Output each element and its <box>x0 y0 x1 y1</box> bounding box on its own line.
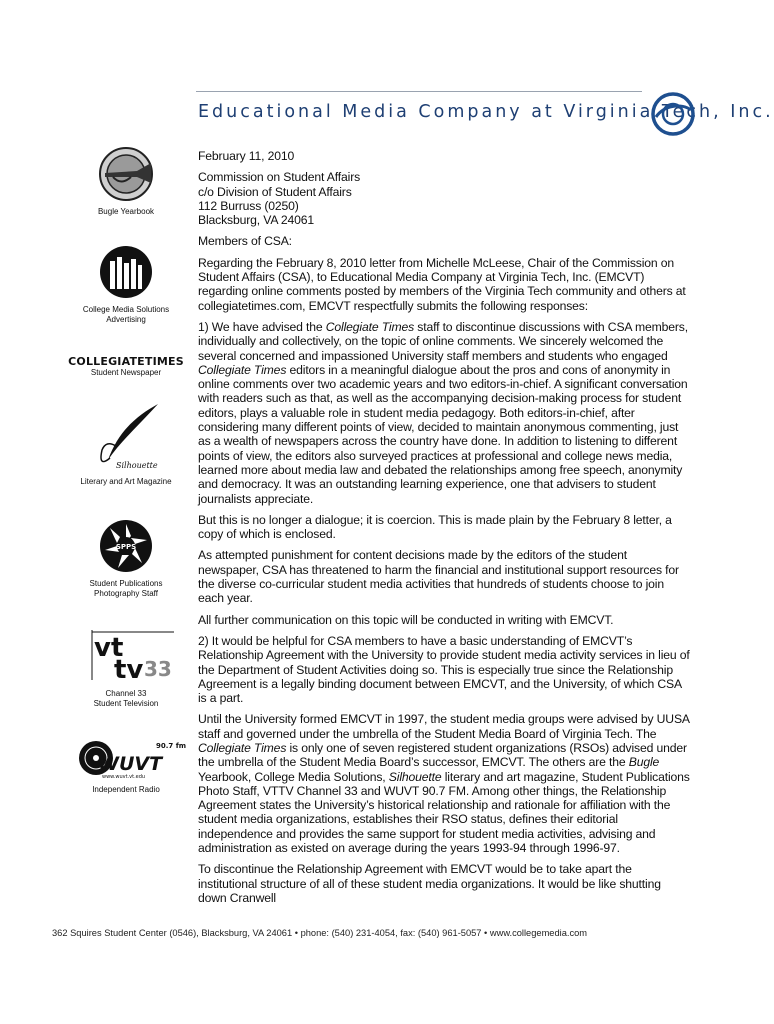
paragraph-2 <box>198 320 690 506</box>
address-line-4: Blacksburg, VA 24061 <box>198 213 315 228</box>
cms-caption-line2: Advertising <box>106 315 146 324</box>
silhouette-caption: Literary and Art Magazine <box>80 477 172 486</box>
collegiate-times-italic: Collegiate Times <box>325 319 415 334</box>
address-line-1: Commission on Student Affairs <box>198 170 361 185</box>
paragraph-6: 2) It would be helpful for CSA members to have a basic understanding of EMCVT’s Relationship Agreement with the University to provide student media activity services in lieu of the Department of Student Activities doing so. This is especially true since the Relationship Agreement is a legally binding document between EMCVT, and the University, of which CSA is a part. <box>198 633 690 706</box>
collegiate-times-italic: Collegiate Times <box>198 740 287 755</box>
spps-caption-line1: Student Publications <box>89 579 163 588</box>
address-line-3: 112 Burruss (0250) <box>198 198 299 213</box>
spps-badge: SPPS <box>115 543 137 551</box>
collegiate-times-block <box>66 355 186 378</box>
company-name: Educational Media Company at Virginia Tech, Inc. <box>198 102 774 122</box>
paragraph-7-text-d: literary and art magazine, Student Publications Photo Staff, VTTV Channel 33 and WUVT 90.7 FM. Among other things, the Relationship Agreement states the University’s historical relationship and rationale for affiliation with the student media organizations, establishes their RSO status, defines their editorial independence and provides the same support for student media activities, advising and administration as existed on average during the years 1993-94 through 1996-97. <box>198 769 690 856</box>
vttv-logo-icon <box>78 628 174 684</box>
paragraph-1: Regarding the February 8, 2010 letter from Michelle McLeese, Chair of the Commission on Student Affairs (CSA), to Educational Media Company at Virginia Tech, Inc. (EMCVT) regarding online comments posted by members of the Virginia Tech community and others at collegiatetimes.com, EMCVT respectfully submits the following responses: <box>198 255 686 313</box>
header-rule <box>196 91 642 92</box>
vttv-block <box>66 628 186 709</box>
paragraph-7-text-c: Yearbook, College Media Solutions, <box>198 769 389 784</box>
paragraph-4: As attempted punishment for content decisions made by the editors of the student newspaper, CSA has threatened to harm the financial and institutional support resources for the diverse co-curricular student media activities that hundreds of students choose to join each year. <box>198 548 679 606</box>
spps-block <box>66 518 186 599</box>
vttv-33: 33 <box>144 657 172 681</box>
spps-caption-line2: Photography Staff <box>94 589 158 598</box>
bugle-caption: Bugle Yearbook <box>97 207 155 216</box>
bugle-italic: Bugle <box>628 755 660 770</box>
cms-caption-line1: College Media Solutions <box>82 305 170 314</box>
collegiate-times-italic: Collegiate Times <box>198 362 287 377</box>
wuvt-frequency: 90.7 fm <box>156 742 187 750</box>
wuvt-wordmark: WUVT <box>98 753 163 775</box>
silhouette-script: Silhouette <box>116 461 158 470</box>
vttv-vt: vt <box>94 633 124 663</box>
vttv-caption-line1: Channel 33 <box>105 689 147 698</box>
footer-contact: 362 Squires Student Center (0546), Blacksburg, VA 24061 • phone: (540) 231-4054, fax: (540) 961-5057 • www.collegemedia.com <box>52 928 588 938</box>
letter-date: February 11, 2010 <box>198 149 295 163</box>
quill-pen-icon <box>86 402 166 472</box>
paragraph-7-text-b: is only one of seven registered student organizations (RSOs) advised under the umbrella of the Student Media Board’s successor, EMCVT. The others are the <box>198 740 687 770</box>
ct-caption: Student Newspaper <box>90 368 162 377</box>
vttv-caption-line2: Student Television <box>93 699 159 708</box>
paragraph-7-text-a: Until the University formed EMCVT in 1997, the student media groups were advised by UUSA staff and governed under the umbrella of the Student Media Board of Virginia Tech. The <box>198 712 690 741</box>
salutation: Members of CSA: <box>198 234 292 249</box>
paragraph-3: But this is no longer a dialogue; it is coercion. This is made plain by the February 8 letter, a copy of which is enclosed. <box>198 512 672 542</box>
bugle-yearbook-block <box>66 146 186 217</box>
paragraph-2-text-c: editors in a meaningful dialogue about the pros and cons of anonymity in online comments over two academic years and two editors-in-chief. A significant conversation with readers such as that, as well as the accompanying decision-making process for student editors, plays a valuable role in student media pedagogy. Both editors-in-chief, after considering many different points of view, decided to maintain anonymous commenting, just as a wealth of newspapers across the country have done. In addition to listening to different points of view, the editors also surveyed practices at professional and college news media, learned more about media law and debated the relationships among free speech, anonymity and democracy. It was an outstanding learning experience, one that advisers to student journalists appreciate. <box>198 362 688 506</box>
paragraph-2-text-b: staff to discontinue discussions with CSA members, individually and collectively, on the topic of online comments. We sincerely welcomed the several concerned and impassioned University staff members and students who engaged <box>198 319 688 363</box>
paragraph-7 <box>198 712 690 855</box>
paragraph-8: To discontinue the Relationship Agreement with EMCVT would be to take apart the institutional structure of all of these student media organizations. It would be like shutting down Cranwell <box>198 862 661 905</box>
wuvt-caption: Independent Radio <box>92 785 160 794</box>
paragraph-2-text-a: 1) We have advised the <box>198 319 326 334</box>
wuvt-logo-icon <box>76 738 187 780</box>
recipient-address <box>198 170 690 227</box>
cms-logo-icon <box>98 244 154 300</box>
wuvt-block <box>66 738 186 795</box>
silhouette-italic: Silhouette <box>388 769 442 784</box>
paragraph-5: All further communication on this topic will be conducted in writing with EMCVT. <box>198 612 614 627</box>
emcvt-logo-icon <box>650 91 696 137</box>
vttv-tv: tv <box>114 655 144 685</box>
collegiate-times-logo: COLLEGIATETIMES <box>68 355 184 368</box>
wuvt-url: www.wuvt.vt.edu <box>102 774 146 780</box>
silhouette-block <box>66 402 186 487</box>
camera-aperture-icon <box>98 518 154 574</box>
letter-body <box>198 149 690 912</box>
bugle-logo-icon <box>91 146 161 202</box>
address-line-2: c/o Division of Student Affairs <box>198 184 352 199</box>
college-media-solutions-block <box>66 244 186 325</box>
